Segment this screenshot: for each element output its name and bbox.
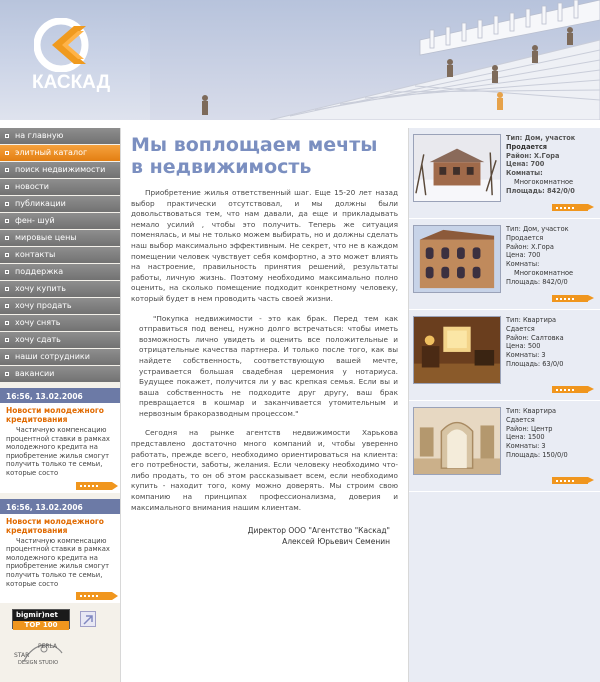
news-title-link[interactable]: Новости молодежного кредитования (6, 516, 104, 535)
sidebar (0, 128, 120, 682)
news-date: 16:56, 13.02.2006 (0, 390, 120, 403)
nav-item-vacancies[interactable]: вакансии (0, 366, 120, 382)
nav-item-buy[interactable]: хочу купить (0, 281, 120, 297)
bullet-icon (5, 372, 9, 376)
main-content (120, 128, 409, 682)
listing-photo[interactable] (413, 134, 501, 202)
listing-card[interactable] (409, 219, 600, 310)
listing-photo[interactable] (413, 407, 501, 475)
more-arrow-icon[interactable] (76, 482, 112, 490)
brand-name: КАСКАД (32, 72, 111, 93)
nav-item-home[interactable]: на главную (0, 128, 120, 144)
news-date: 16:56, 13.02.2006 (0, 501, 120, 514)
listing-info: Тип: Дом, участок Продается Район: Х.Гора Цена: 700 Комнаты: Многокомнатное Площадь: 842/0/0 (506, 134, 576, 195)
listing-card[interactable] (409, 310, 600, 401)
bullet-icon (5, 168, 9, 172)
more-arrow-icon[interactable] (76, 592, 112, 600)
more-arrow-icon[interactable] (552, 477, 588, 484)
bigmir-counter[interactable]: bigmir)net TOP 100 (12, 609, 70, 629)
nav-item-contacts[interactable]: контакты (0, 247, 120, 263)
main-nav (0, 128, 120, 382)
article-paragraph: Сегодня на рынке агентств недвижимости Харькова представлено достаточно много компаний и, чтобы уверенно работать, прежде всего, необходимо ориентироваться на клиента: его потребности, заботы, желания. Если человеку необходимо что-либо продать, то он об этом рассказывает всем, если необходимо купить - находит того, кому можно доверять. Мы строим свою компанию на принципах профессионализма, доверия и максимального внимания нашим клиентам. (131, 428, 398, 512)
nav-item-let[interactable]: хочу сдать (0, 332, 120, 348)
nav-item-sell[interactable]: хочу продать (0, 298, 120, 314)
bullet-icon (5, 304, 9, 308)
nav-item-elite-catalog[interactable]: элитный каталог (0, 145, 120, 161)
news-body: Частичную компенсацию процентной ставки в рамках молодежного кредита на приобретение жилья смогут получить только те семьи, которые состо (6, 536, 110, 588)
signature: Директор ООО "Агентство "Каскад" Алексей Юрьевич Семенин (247, 526, 390, 547)
news-block (0, 388, 120, 493)
more-arrow-icon[interactable] (552, 295, 588, 302)
nav-item-publications[interactable]: публикации (0, 196, 120, 212)
nav-item-world-prices[interactable]: мировые цены (0, 230, 120, 246)
bullet-icon (5, 355, 9, 359)
badges (0, 603, 120, 682)
bullet-icon (5, 338, 9, 342)
nav-item-support[interactable]: поддержка (0, 264, 120, 280)
bullet-icon (5, 134, 9, 138)
listing-photo[interactable] (413, 225, 501, 293)
bullet-icon (5, 253, 9, 257)
logo-mark-icon (34, 18, 94, 72)
more-arrow-icon[interactable] (552, 386, 588, 393)
bullet-icon (5, 270, 9, 274)
listing-info: Тип: Дом, участок Продается Район: Х.Гора Цена: 700 Комнаты: Многокомнатное Площадь: 842/0/0 (506, 225, 574, 286)
arrow-corner-icon[interactable] (80, 611, 96, 627)
listings-column (409, 128, 600, 682)
nav-item-staff[interactable]: наши сотрудники (0, 349, 120, 365)
bullet-icon (5, 202, 9, 206)
article-quote: "Покупка недвижимости - это как брак. Перед тем как отправиться под венец, нужно долго встречаться: чтобы иметь возможность лично увидеть и оценить все положительные и отрицательные качества партнера. И только после того, как вы найдете собственность, соответствующую вашей мечте, устраивается большая свадебная церемония у нотариуса. Будущее покажет, получится ли у вас крепкая семья. Если вы и ваша собственность не подходите друг другу, ваш брак превращается в кошмар и заканчивается утомительным и нервозным бракоразводным процессом." (139, 313, 398, 418)
bullet-icon (5, 321, 9, 325)
page-title: Мы воплощаем мечты в недвижимость (131, 134, 378, 178)
listing-photo[interactable] (413, 316, 501, 384)
listing-card[interactable] (409, 401, 600, 492)
news-title-link[interactable]: Новости молодежного кредитования (6, 406, 104, 424)
bullet-icon (5, 151, 9, 155)
studio-logo[interactable]: PERLA STAR DESIGN STUDIO (14, 639, 76, 669)
listing-card[interactable] (409, 128, 600, 219)
news-block (0, 499, 120, 604)
logo[interactable] (0, 0, 150, 120)
listing-info: Тип: Квартира Сдается Район: Центр Цена: 1500 Комнаты: 3 Площадь: 150/0/0 (506, 407, 568, 459)
nav-item-search[interactable]: поиск недвижимости (0, 162, 120, 178)
bullet-icon (5, 236, 9, 240)
nav-item-feng-shui[interactable]: фен- шуй (0, 213, 120, 229)
bullet-icon (5, 185, 9, 189)
nav-item-rent[interactable]: хочу снять (0, 315, 120, 331)
article-paragraph: Приобретение жилья ответственный шаг. Еще 15-20 лет назад выбор практически отсутствовал, и мы должны были довольствоваться тем, что нам давали, да еще и прикладывать немало усилий , чтобы это получить. Теперь же ситуация поменялась, и мы не только можем выбирать, но и должны сделать наш выбор максимально эффективным. Не секрет, что не в каждом помещении человек чувствует себя комфортно, а это может влиять на настроение, правильность принятия решений, результаты работы, личную жизнь. Поэтому необходимо максимально полно оценить, на сколько помещение подходит конкретному человеку, который будет в нем проводить часть своей жизни. (131, 188, 398, 303)
header (0, 0, 600, 120)
news-body: Частичную компенсацию процентной ставки в рамках молодежного кредита на приобретение жилья смогут получить только те семьи, которые состо (6, 426, 110, 477)
listing-info: Тип: Квартира Сдается Район: Салтовка Цена: 500 Комнаты: 3 Площадь: 63/0/0 (506, 316, 564, 368)
bullet-icon (5, 219, 9, 223)
nav-item-news[interactable]: новости (0, 179, 120, 195)
more-arrow-icon[interactable] (552, 204, 588, 211)
bullet-icon (5, 287, 9, 291)
header-photo (150, 0, 600, 120)
